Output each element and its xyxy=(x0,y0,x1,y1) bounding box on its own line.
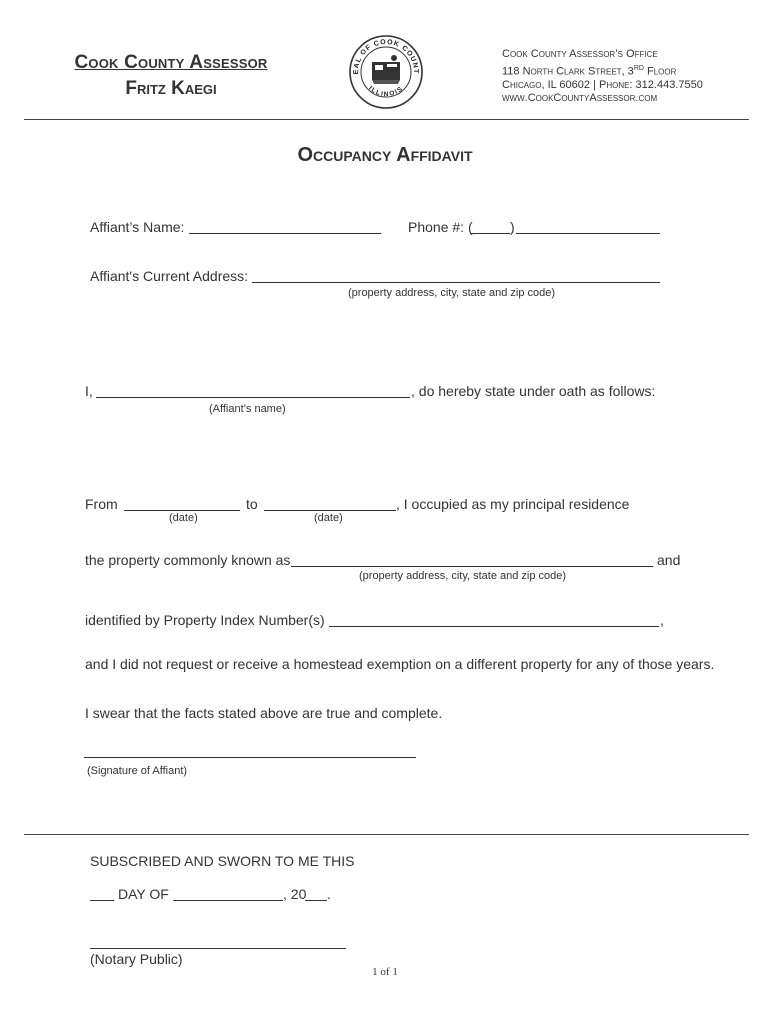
oath-hint: (Affiant’s name) xyxy=(209,403,286,415)
oath-suffix: , do hereby state under oath as follows: xyxy=(411,383,656,399)
pin-field[interactable] xyxy=(329,626,659,627)
property-address-field[interactable] xyxy=(291,566,653,567)
to-date-field[interactable] xyxy=(264,510,396,511)
phone-label: Phone #: ( xyxy=(408,219,473,235)
day-of-label: DAY OF xyxy=(118,886,169,902)
office-website: www.CookCountyAssessor.com xyxy=(502,92,658,105)
affiant-name-label: Affiant’s Name: xyxy=(90,219,185,235)
affiant-name-field[interactable] xyxy=(189,233,381,234)
from-date-hint: (date) xyxy=(169,512,198,524)
property-label: the property commonly known as xyxy=(85,552,291,568)
homestead-statement: and I did not request or receive a homestead exemption on a different property for any of those years. xyxy=(85,656,715,672)
notary-month-field[interactable] xyxy=(173,900,283,901)
page-title: Occupancy Affidavit xyxy=(297,144,473,166)
header-divider xyxy=(24,119,749,120)
assessor-header xyxy=(56,52,286,100)
oath-affiant-name-field[interactable] xyxy=(96,397,410,398)
notary-day-field[interactable] xyxy=(90,900,114,901)
current-address-field[interactable] xyxy=(252,282,660,283)
property-hint: (property address, city, state and zip code) xyxy=(359,570,567,582)
to-label: to xyxy=(246,496,258,512)
seal-top-text: EAL OF COOK COUNT xyxy=(352,38,420,75)
notary-public-label: (Notary Public) xyxy=(90,951,183,967)
from-date-field[interactable] xyxy=(124,510,240,511)
address-hint: (property address, city, state and zip code) xyxy=(348,287,556,299)
pin-label: identified by Property Index Number(s) xyxy=(85,612,325,628)
year-suffix: . xyxy=(327,886,331,902)
page-number: 1 of 1 xyxy=(372,966,398,978)
pin-comma: , xyxy=(660,612,664,628)
notary-divider xyxy=(24,834,749,835)
org-name: Cook County Assessor xyxy=(74,52,268,73)
assessor-name: Fritz Kaegi xyxy=(125,78,217,99)
seal-bottom-text: ILLINOIS xyxy=(367,84,405,99)
office-city-phone: Chicago, IL 60602 | Phone: 312.443.7550 xyxy=(502,78,703,91)
notary-signature-field[interactable] xyxy=(90,948,346,949)
subscribed-text: SUBSCRIBED AND SWORN TO ME THIS xyxy=(90,853,355,869)
phone-number-field[interactable] xyxy=(516,233,660,234)
county-seal-icon xyxy=(348,34,424,110)
address-label: Affiant's Current Address: xyxy=(90,268,249,284)
signature-field[interactable] xyxy=(84,757,416,758)
office-name: Cook County Assessor’s Office xyxy=(502,48,658,60)
to-date-hint: (date) xyxy=(314,512,343,524)
from-label: From xyxy=(85,496,118,512)
notary-year-field[interactable] xyxy=(305,900,327,901)
office-contact-block xyxy=(502,48,703,106)
phone-paren-close: ) xyxy=(510,219,515,235)
property-and: and xyxy=(657,552,681,568)
oath-prefix: I, xyxy=(85,383,93,399)
office-address: 118 North Clark Street, 3RD Floor xyxy=(502,64,677,78)
year-prefix: , 20 xyxy=(283,886,307,902)
signature-hint: (Signature of Affiant) xyxy=(87,765,188,777)
occupied-text: , I occupied as my principal residence xyxy=(396,496,630,512)
phone-area-code-field[interactable] xyxy=(470,233,510,234)
swear-statement: I swear that the facts stated above are true and complete. xyxy=(85,705,443,721)
